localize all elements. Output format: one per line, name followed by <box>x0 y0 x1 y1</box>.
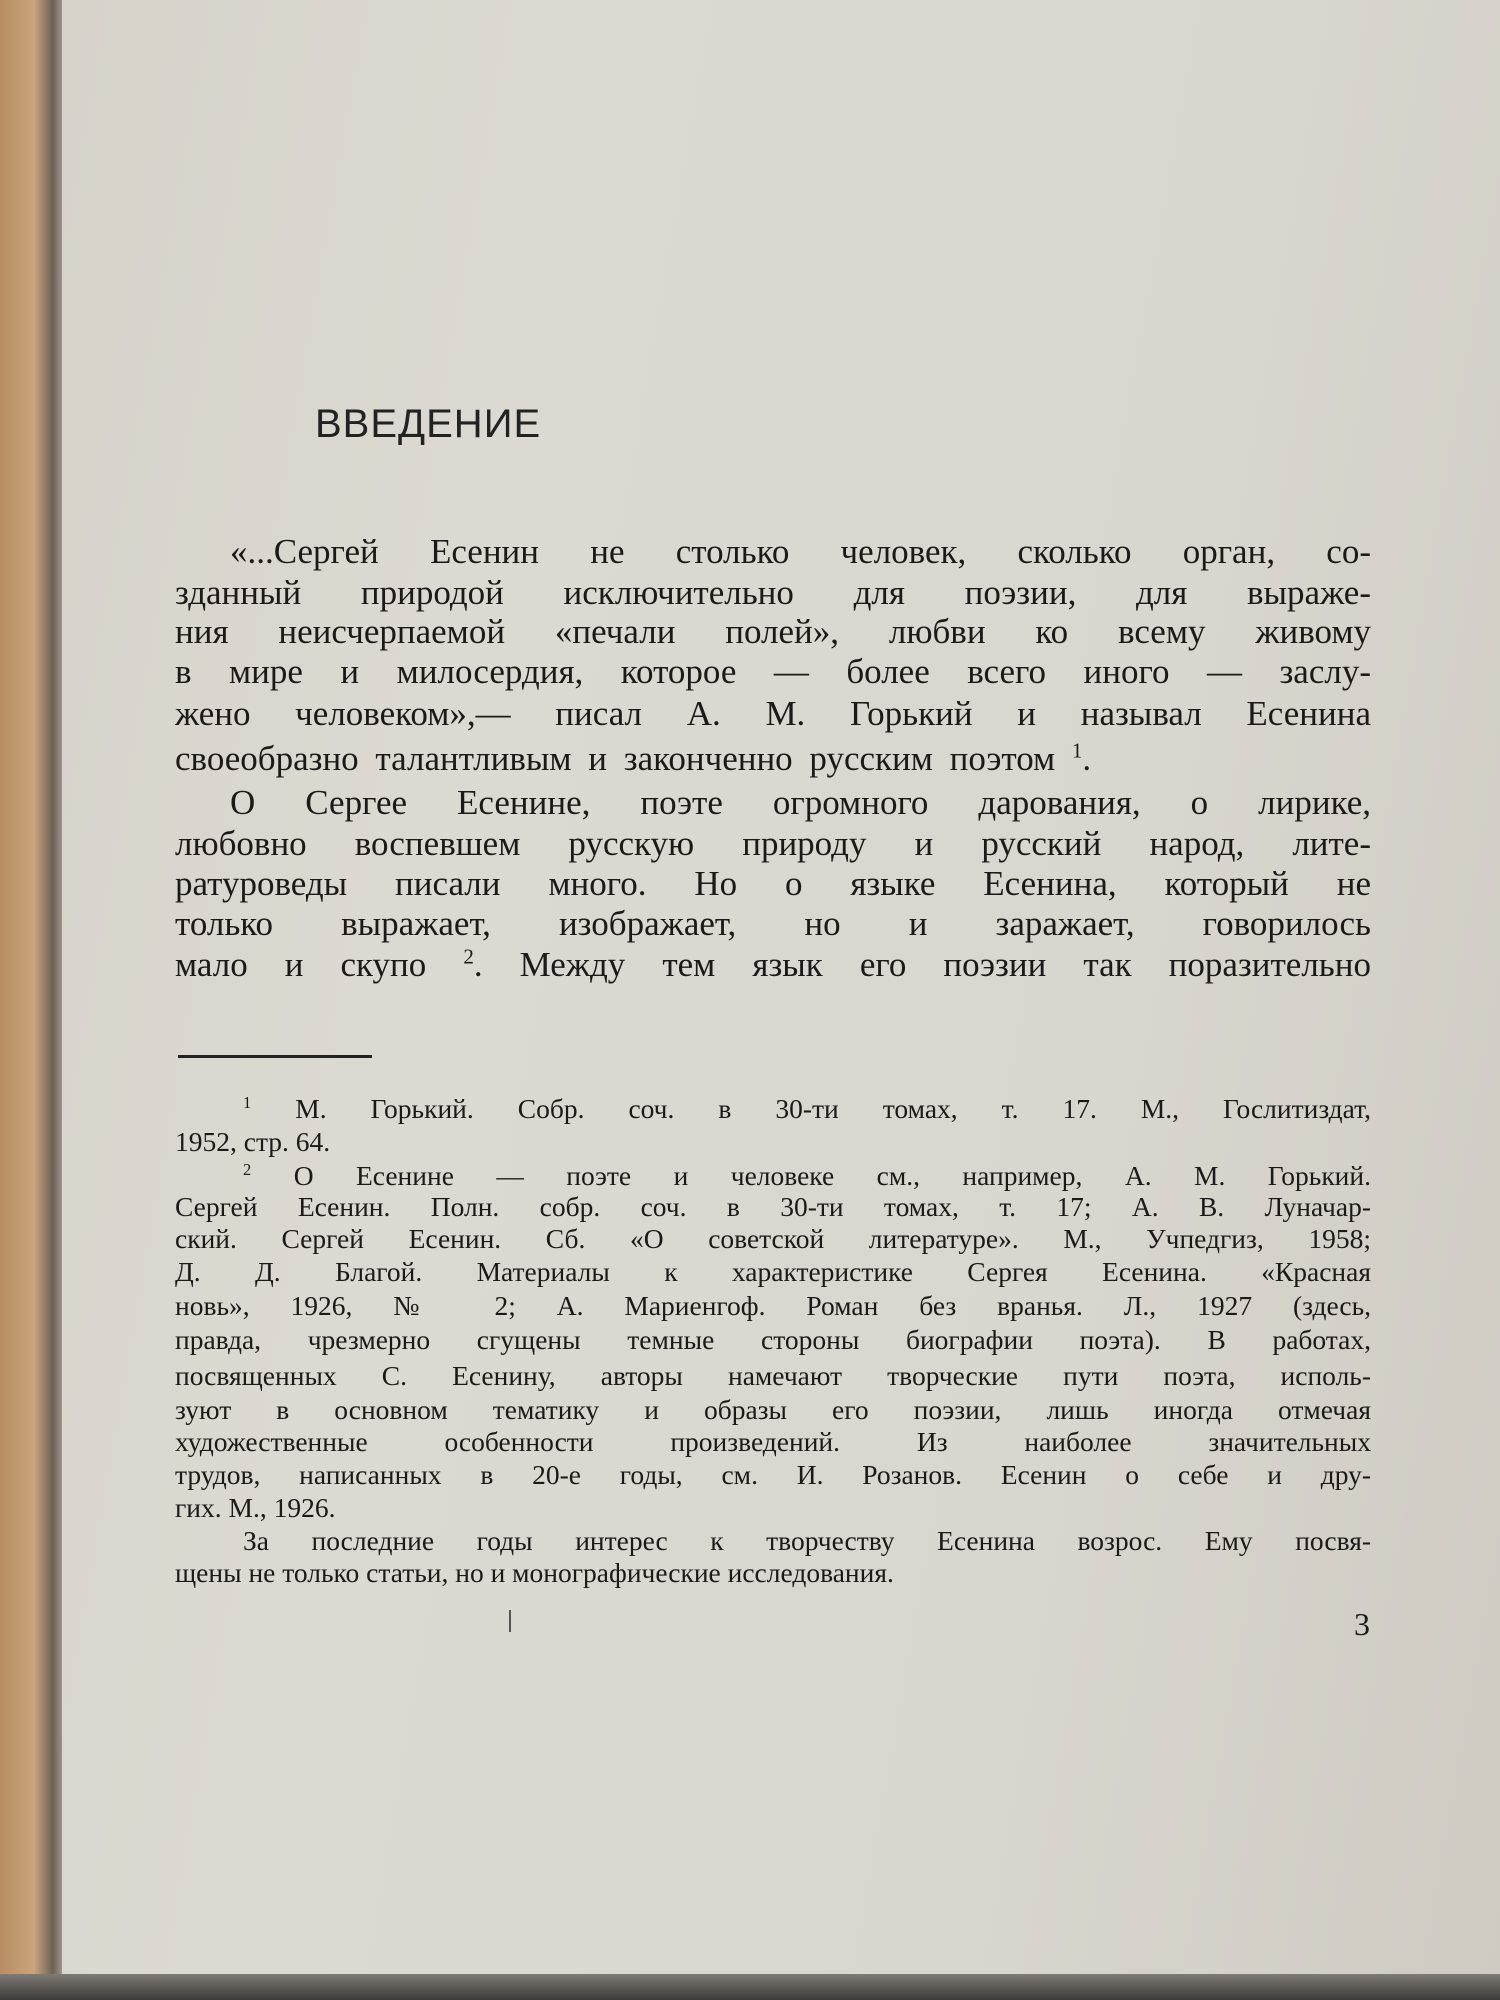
body-line <box>175 944 1371 986</box>
footnote-line: посвященных С. Есенину, авторы намечают творческие пути поэта, исполь- <box>175 1360 1371 1391</box>
book-binding <box>0 0 62 2000</box>
footnote-ref: 2 <box>463 944 474 969</box>
footnote-marker: 1 <box>243 1092 252 1112</box>
footnote-line <box>243 1092 1371 1125</box>
footnote-line: гих. М., 1926. <box>175 1492 336 1523</box>
footnote-line: новь», 1926, № 2; А. Мариенгоф. Роман без вранья. Л., 1927 (здесь, <box>175 1290 1371 1321</box>
body-line <box>175 738 1371 780</box>
page-number: 3 <box>1354 1606 1370 1642</box>
body-line: ния неисчерпаемой «печали полей», любви ко всему живому <box>175 612 1371 651</box>
footnote-line: 1952, стр. 64. <box>175 1126 331 1157</box>
body-line: зданный природой исключительно для поэзии, для выраже- <box>175 573 1371 612</box>
body-text-span: мало и скупо <box>175 945 464 984</box>
footnote-marker: 2 <box>243 1159 252 1179</box>
footnote-line: За последние годы интерес к творчеству Есенина возрос. Ему посвя- <box>243 1525 1371 1556</box>
footnote-line: зуют в основном тематику и образы его поэзии, лишь иногда отмечая <box>175 1394 1371 1425</box>
page-title: ВВЕДЕНИЕ <box>315 402 542 446</box>
footnote-divider <box>178 1055 372 1058</box>
page-bottom-edge <box>0 1974 1500 2000</box>
footnote-line: Сергей Есенин. Полн. собр. соч. в 30-ти томах, т. 17; А. В. Луначар- <box>175 1191 1371 1222</box>
body-text-span: своеобразно талантливым и законченно русским поэтом <box>175 739 1072 778</box>
footnote-ref: 1 <box>1071 738 1083 763</box>
footnote-line: ский. Сергей Есенин. Сб. «О советской литературе». М., Учпедгиз, 1958; <box>175 1223 1371 1254</box>
body-line: О Сергее Есенине, поэте огромного дарования, о лирике, <box>230 783 1371 822</box>
footnote-line: правда, чрезмерно сгущены темные стороны биографии поэта). В работах, <box>175 1324 1371 1355</box>
body-line: ратуроведы писали много. Но о языке Есенина, который не <box>175 864 1371 903</box>
footnote-line: Д. Д. Благой. Материалы к характеристике Сергея Есенина. «Красная <box>175 1256 1371 1287</box>
footnote-line: художественные особенности произведений. Из наиболее значительных <box>175 1426 1371 1457</box>
body-line: в мире и милосердия, которое — более всего иного — заслу- <box>175 652 1371 691</box>
body-text-span: . Между тем язык его поэзии так поразительно <box>473 945 1371 984</box>
body-line: жено человеком»,— писал А. М. Горький и называл Есенина <box>175 694 1371 733</box>
body-line: любовно воспевшем русскую природу и русский народ, лите- <box>175 824 1371 863</box>
footnote-text: О Есенине — поэте и человеке см., например, А. М. Горький. <box>251 1160 1371 1191</box>
footnote-line: трудов, написанных в 20-е годы, см. И. Розанов. Есенин о себе и дру- <box>175 1459 1371 1490</box>
body-text-span: . <box>1082 739 1092 778</box>
footnote-line: щены не только статьи, но и монографические исследования. <box>175 1557 894 1588</box>
footnote-line <box>243 1159 1371 1192</box>
print-mark <box>509 1610 511 1632</box>
body-line: «...Сергей Есенин не столько человек, сколько орган, со- <box>230 532 1371 571</box>
footnote-text: М. Горький. Собр. соч. в 30-ти томах, т. 17. М., Гослитиздат, <box>251 1093 1371 1124</box>
body-line: только выражает, изображает, но и заражает, говорилось <box>175 904 1371 943</box>
